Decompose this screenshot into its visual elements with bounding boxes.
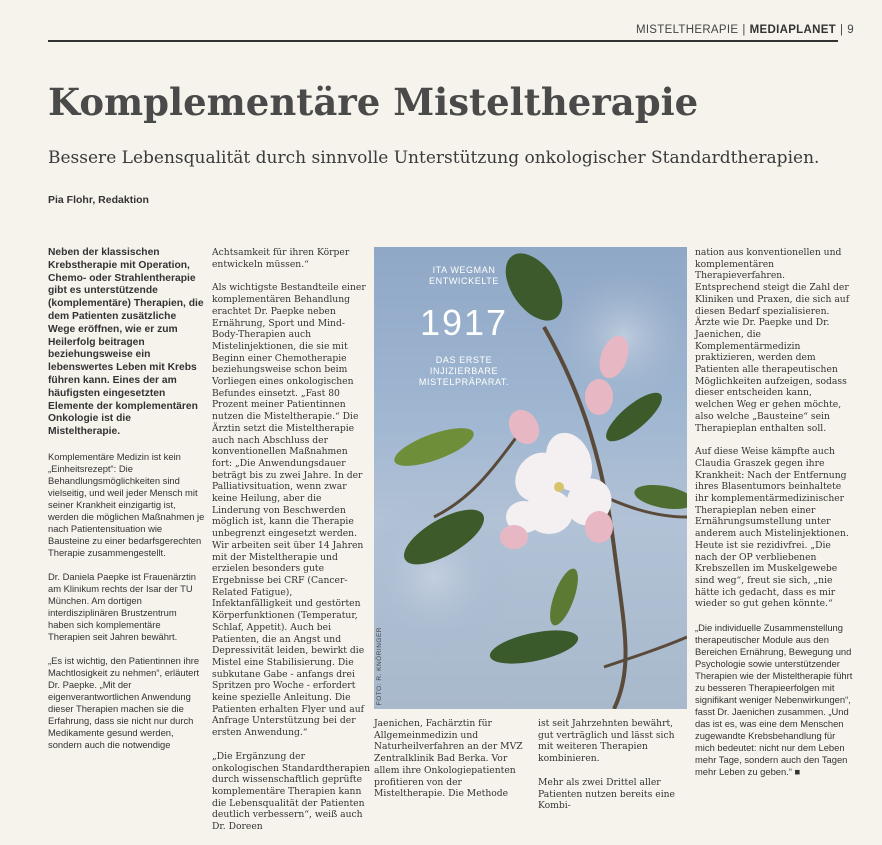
photo-caption-top: ITA WEGMAN ENTWICKELTE xyxy=(429,265,499,286)
photo-caption-bottom: DAS ERSTE INJIZIERBARE MISTELPRÄPARAT. xyxy=(418,355,510,387)
quote-paragraph: „Die individuelle Zusammenstellung therapeutischer Module aus den Bereichen Ernährung, Bewegung und Psychologie sowie unterstützender Therapien wie der Misteltherapie führt zu besseren Therapieerfolgen mit signifikant weniger Nebenwirkungen“, fasst Dr. Jaenichen zusammen. „Und das ist es, was eine dem Menschen zugewandte Krebsbehandlung für mich bedeutet: nicht nur dem Leben mehr Tage, sondern auch den Tagen mehr Leben zu geben.“ ■ xyxy=(695,622,853,778)
paragraph: Jaenichen, Fachärztin für Allgemeinmedizin und Naturheilverfahren an der MVZ Zentralklinik Bad Berka. Vor allem ihre Onkologiepatienten profitieren von der Misteltherapie. Die Methode xyxy=(374,718,523,800)
paragraph: Als wichtigste Bestandteile einer komplementären Behandlung erachtet Dr. Paepke neben Ernährung, Sport und Mind-Body-Therapien auch Mistelinjektionen, die sie mit Beginn einer Chemotherapie beziehungsweise schon beim Vorliegen eines onkologischen Befundes einsetzt. „Fast 80 Prozent meiner Patientinnen nutzen die Misteltherapie.“ Die Ärztin setzt die Misteltherapie auch nach Abschluss der konventionellen Maßnahmen fort: „Die Anwendungsdauer beträgt bis zu zwei Jahre. In der Palliativsituation, wenn zwar keine Heilung, aber die Linderung von Beschwerden möglich ist, kann die Therapie unbegrenzt eingesetzt werden. Wir arbeiten seit über 14 Jahren mit der Misteltherapie und erzielen besonders gute Ergebnisse bei CRF (Cancer-Related Fatigue), Infektanfälligkeit und gestörten Körperfunktionen (Temperatur, Schlaf, Appetit). Auch bei Patienten, die an Angst und Depressivität leiden, bewirkt die Mistel eine Stabilisierung. Die subkutane Gabe - anfangs drei Spritzen pro Woche - erfordert keine spezielle Anleitung. Die Patienten erhalten Flyer und auf Anfrage Unterstützung bei der ersten Anwendung.“ xyxy=(212,282,366,739)
paragraph: Dr. Daniela Paepke ist Frauenärztin am Klinikum rechts der Isar der TU München. Am dortigen interdisziplinären Brustzentrum haben sich komplementäre Therapien seit Jahren bewährt. xyxy=(48,570,196,642)
column-3a xyxy=(374,718,526,812)
paragraph: „Es ist wichtig, den Patientinnen ihre Machtlosigkeit zu nehmen“, erläutert Dr. Paepke. „Mit der eigenverantwortlichen Anwendung dieser Therapien machen sie die Erfahrung, dass sie nicht nur durch Medikamente gesund werden, sondern auch die notwendige xyxy=(48,654,200,750)
article-author: Pia Flohr, Redaktion xyxy=(48,194,149,206)
page-number: 9 xyxy=(847,24,854,36)
column-1 xyxy=(48,247,205,763)
lead-paragraph: Neben der klassischen Krebstherapie mit Operation, Chemo- oder Strahlentherapie gibt es unterstützende (komplementäre) Therapien, die dem Patienten zusätzliche Wege eröffnen, wie er zum Heilerfolg beitragen beziehungsweise ein lebenswertes Leben mit Krebs führen kann. Eines der am häufigsten eingesetzten Elemente der komplementären Onkologie ist die Misteltherapie. xyxy=(48,247,204,438)
paragraph: Auf diese Weise kämpfte auch Claudia Graszek gegen ihre Krankheit: Nach der Entfernung ihres Blasentumors beinhaltete ihr komplementärmedizinischer Therapieplan neben einer Ernährungsumstellung unter anderem auch Mistelinjektionen. Heute ist sie rezidivfrei. „Die nach der OP verbliebenen Krebszellen im Muskelgewebe sind weg“, freut sie sich, „nie hätte ich gedacht, dass es mir wieder so gut gehen könnte.“ xyxy=(695,446,849,610)
paragraph: „Die Ergänzung der onkologischen Standardtherapien durch wissenschaftlich geprüfte komplementäre Therapien kann die Lebensqualität der Patienten deutlich verbessern“, weiß auch Dr. Doreen xyxy=(212,750,370,833)
running-header: MISTELTHERAPIE | MEDIAPLANET | 9 xyxy=(635,24,854,36)
photo-year: 1917 xyxy=(419,302,509,343)
header-section: MISTELTHERAPIE xyxy=(635,24,739,36)
column-3b xyxy=(538,718,690,824)
column-2 xyxy=(212,247,370,845)
paragraph: Mehr als zwei Drittel aller Patienten nutzen bereits eine Kombi- xyxy=(538,776,675,812)
article-subtitle: Bessere Lebensqualität durch sinnvolle Unterstützung onkologischer Standardtherapien. xyxy=(48,148,820,168)
header-rule xyxy=(48,40,838,42)
paragraph: Komplementäre Medizin ist kein „Einheitsrezept“: Die Behandlungsmöglichkeiten sind vielseitig, und weil jeder Mensch mit seiner Krankheit einzigartig ist, werden die möglichen Maßnahmen je nach Patientensituation wie Bausteine zu einer bedarfsgerechten Therapie zusammengestellt. xyxy=(48,450,205,558)
paragraph: Achtsamkeit für ihren Körper entwickeln müssen.“ xyxy=(212,247,350,270)
paragraph: nation aus konventionellen und komplementären Therapieverfahren. Entsprechend steigt die Zahl der Kliniken und Praxen, die sich auf diesen Bedarf spezialisieren. Ärzte wie Dr. Paepke und Dr. Jaenichen, die Komplementärmedizin praktizieren, werden dem Patienten alle therapeutischen Möglichkeiten aufzeigen, sodass dieser entscheiden kann, welchen Weg er gehen möchte, also welche „Bausteine“ sein Therapieplan enthalten soll. xyxy=(695,247,850,434)
paragraph: ist seit Jahrzehnten bewährt, gut verträglich und lässt sich mit weiteren Therapien kombinieren. xyxy=(538,718,675,765)
mistletoe-photo xyxy=(374,247,687,709)
header-publisher: MEDIAPLANET xyxy=(749,24,836,36)
photo-credit: FOTO: R. KNÖRINGER xyxy=(376,627,383,706)
column-4 xyxy=(695,247,853,790)
article-title: Komplementäre Misteltherapie xyxy=(48,80,699,124)
